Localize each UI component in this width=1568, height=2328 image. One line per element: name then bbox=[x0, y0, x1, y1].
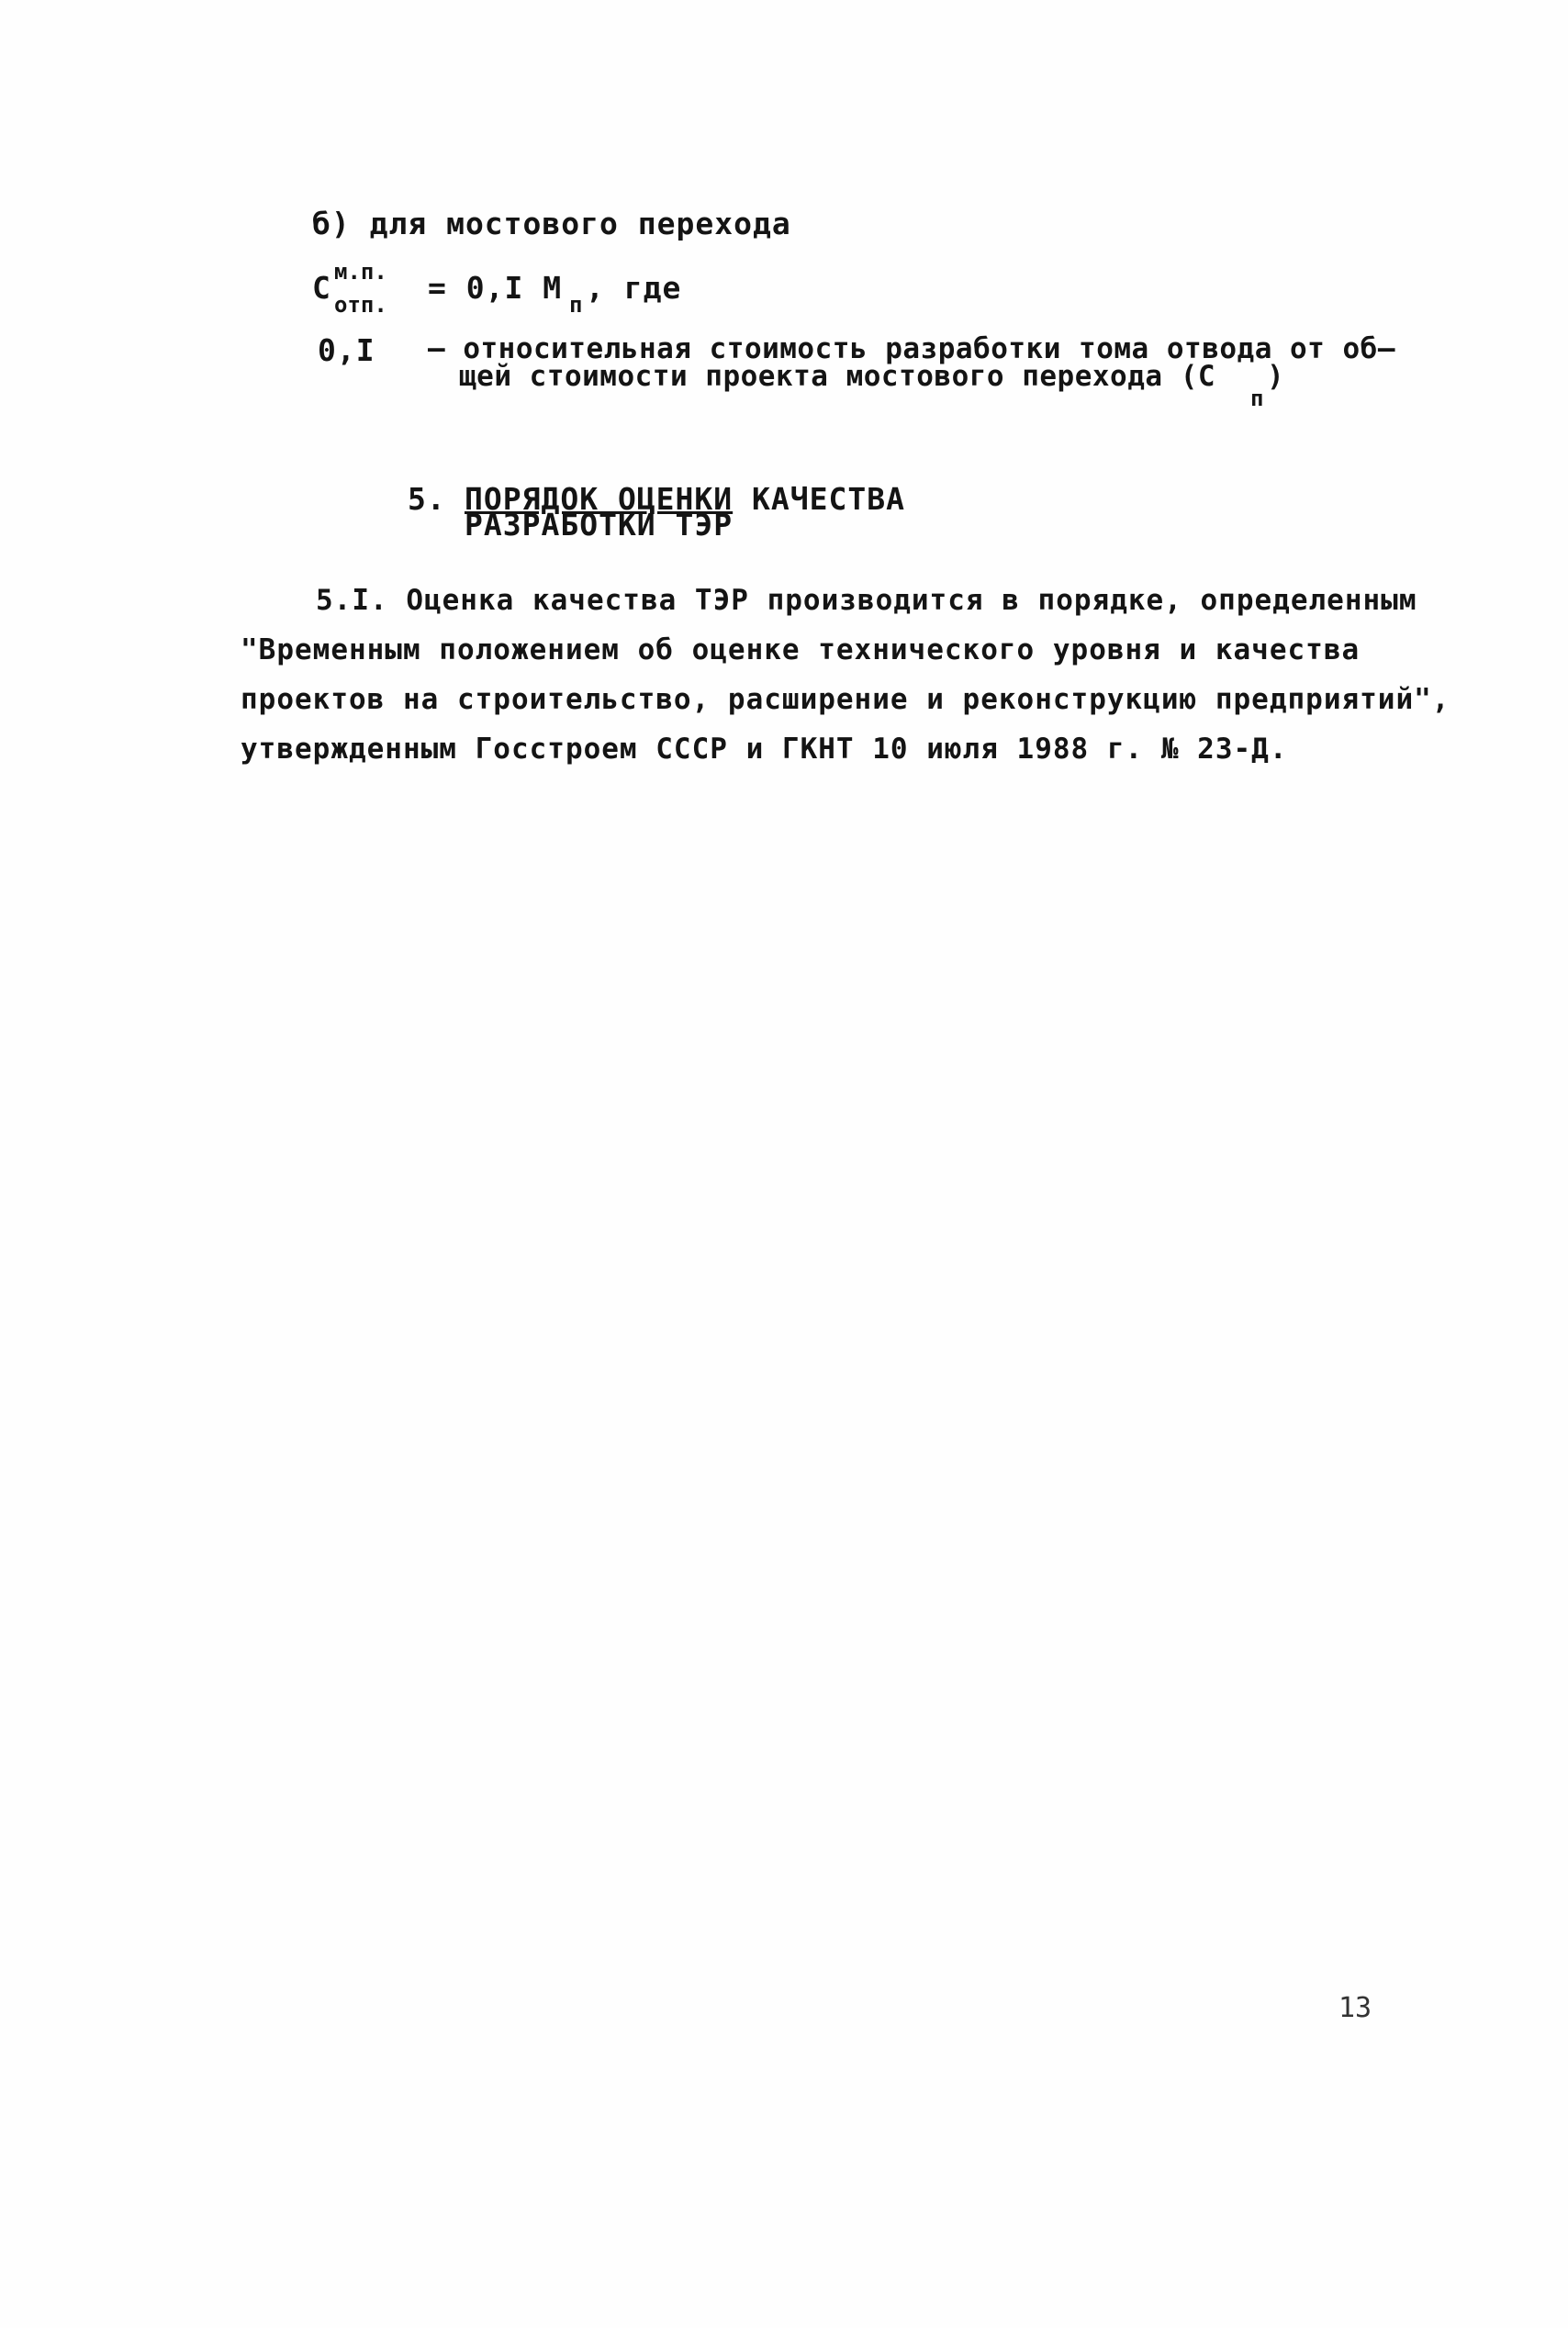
intro-line: б) для мостового перехода bbox=[312, 206, 791, 241]
definition-line-2-text: щей стоимости проекта мостового перехода (C bbox=[459, 360, 1216, 393]
formula-trailing: , где bbox=[586, 270, 682, 306]
section-title-rest: КАЧЕСТВА bbox=[733, 481, 905, 517]
formula-superscript: м.п. bbox=[334, 259, 387, 285]
section-number: 5. bbox=[408, 481, 446, 517]
definition-line-2-end: ) bbox=[1267, 360, 1285, 393]
definition-line-1: – относительная стоимость разработки тома отвода от об– bbox=[428, 332, 1395, 365]
paragraph-line-3: проектов на строительство, расширение и реконструкцию предприятий", bbox=[241, 683, 1450, 716]
section-title-underlined: ПОРЯДОК ОЦЕНКИ bbox=[465, 481, 734, 517]
definition-term: 0,I bbox=[318, 332, 375, 368]
paragraph-line-4: утвержденным Госстроем СССР и ГКНТ 10 июля 1988 г. № 23-Д. bbox=[241, 733, 1288, 766]
formula-subscript: отп. bbox=[334, 292, 387, 318]
formula-m-subscript: п bbox=[569, 292, 583, 318]
formula-expression: = 0,I M bbox=[428, 270, 563, 306]
definition-line-2-subscript: п bbox=[1250, 386, 1264, 411]
paragraph-line-1: 5.I. Оценка качества ТЭР производится в порядке, определенным bbox=[316, 584, 1417, 617]
page-number: 13 bbox=[1338, 1992, 1372, 2024]
paragraph-line-2: "Временным положением об оценке технического уровня и качества bbox=[241, 633, 1361, 666]
formula-symbol: C bbox=[312, 270, 331, 306]
formula bbox=[312, 259, 790, 323]
section-title-line-2: РАЗРАБОТКИ ТЭР bbox=[465, 507, 734, 543]
definition-line-2 bbox=[459, 360, 1285, 415]
